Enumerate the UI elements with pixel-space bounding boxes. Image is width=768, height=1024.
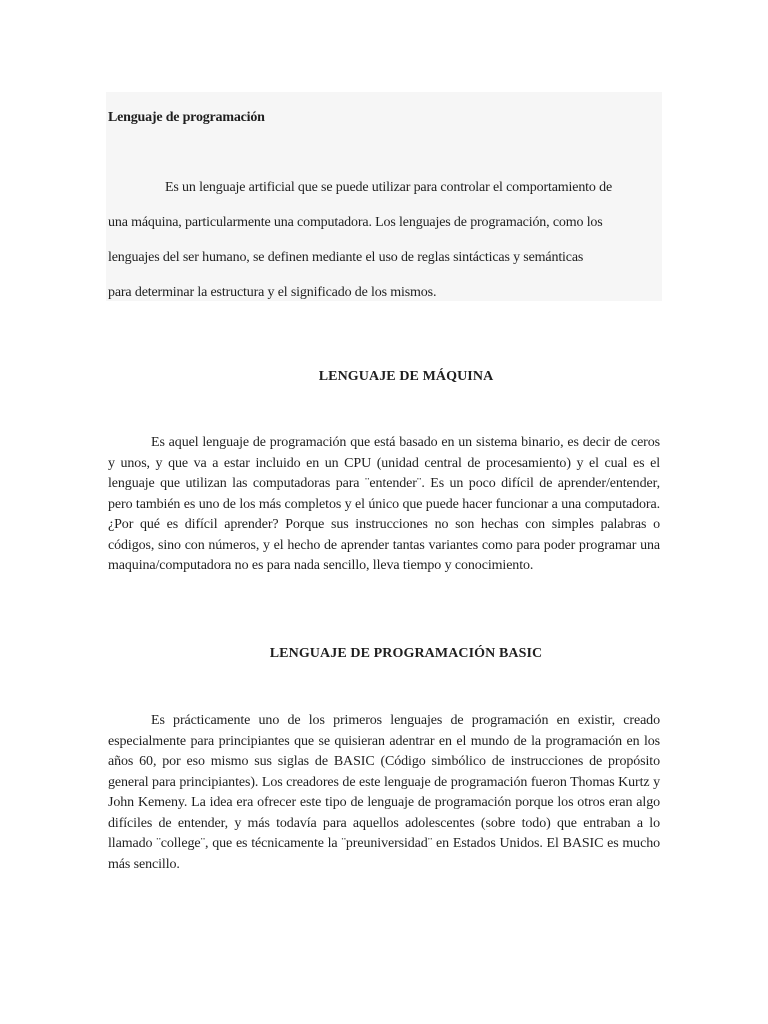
intro-line-3: lenguajes del ser humano, se definen mediante el uso de reglas sintácticas y semánticas <box>108 250 584 265</box>
intro-line-4: para determinar la estructura y el significado de los mismos. <box>108 285 437 300</box>
section-heading-lenguaje-maquina: LENGUAJE DE MÁQUINA <box>318 369 494 384</box>
intro-line-1: Es un lenguaje artificial que se puede utilizar para controlar el comportamiento de <box>165 180 613 195</box>
section-body-lenguaje-basic: Es prácticamente uno de los primeros lenguajes de programación en existir, creado especialmente para principiantes que se quisieran adentrar en el mundo de la programación en los años 60, por eso mismo sus siglas de BASIC (Código simbólico de instrucciones de propósito general para principiantes). Los creadores de este lenguaje de programación fueron Thomas Kurtz y John Kemeny. La idea era ofrecer este tipo de lenguaje de programación porque los otros eran algo difíciles de entender, y más todavía para aquellos adolescentes (sobre todo) que entraban a lo llamado ¨college¨, que es técnicamente la ¨preuniversidad¨ en Estados Unidos. El BASIC es mucho más sencillo. <box>108 713 660 872</box>
intro-title: Lenguaje de programación <box>108 110 265 125</box>
intro-line-2: una máquina, particularmente una computadora. Los lenguajes de programación, como los <box>108 215 603 230</box>
section-body-lenguaje-maquina: Es aquel lenguaje de programación que está basado en un sistema binario, es decir de ceros y unos, y que va a estar incluido en un CPU (unidad central de procesamiento) y el cual es el lenguaje que utilizan las computadoras para ¨entender¨. Es un poco difícil de aprender/entender, pero también es uno de los más completos y el único que puede hacer funcionar a una computadora. ¿Por qué es difícil aprender? Porque sus instrucciones no son hechas con simples palabras o códigos, sino con números, y el hecho de aprender tantas variantes como para poder programar una maquina/computadora no es para nada sencillo, lleva tiempo y conocimiento. <box>108 435 660 573</box>
section-heading-lenguaje-basic: LENGUAJE DE PROGRAMACIÓN BASIC <box>269 646 543 661</box>
